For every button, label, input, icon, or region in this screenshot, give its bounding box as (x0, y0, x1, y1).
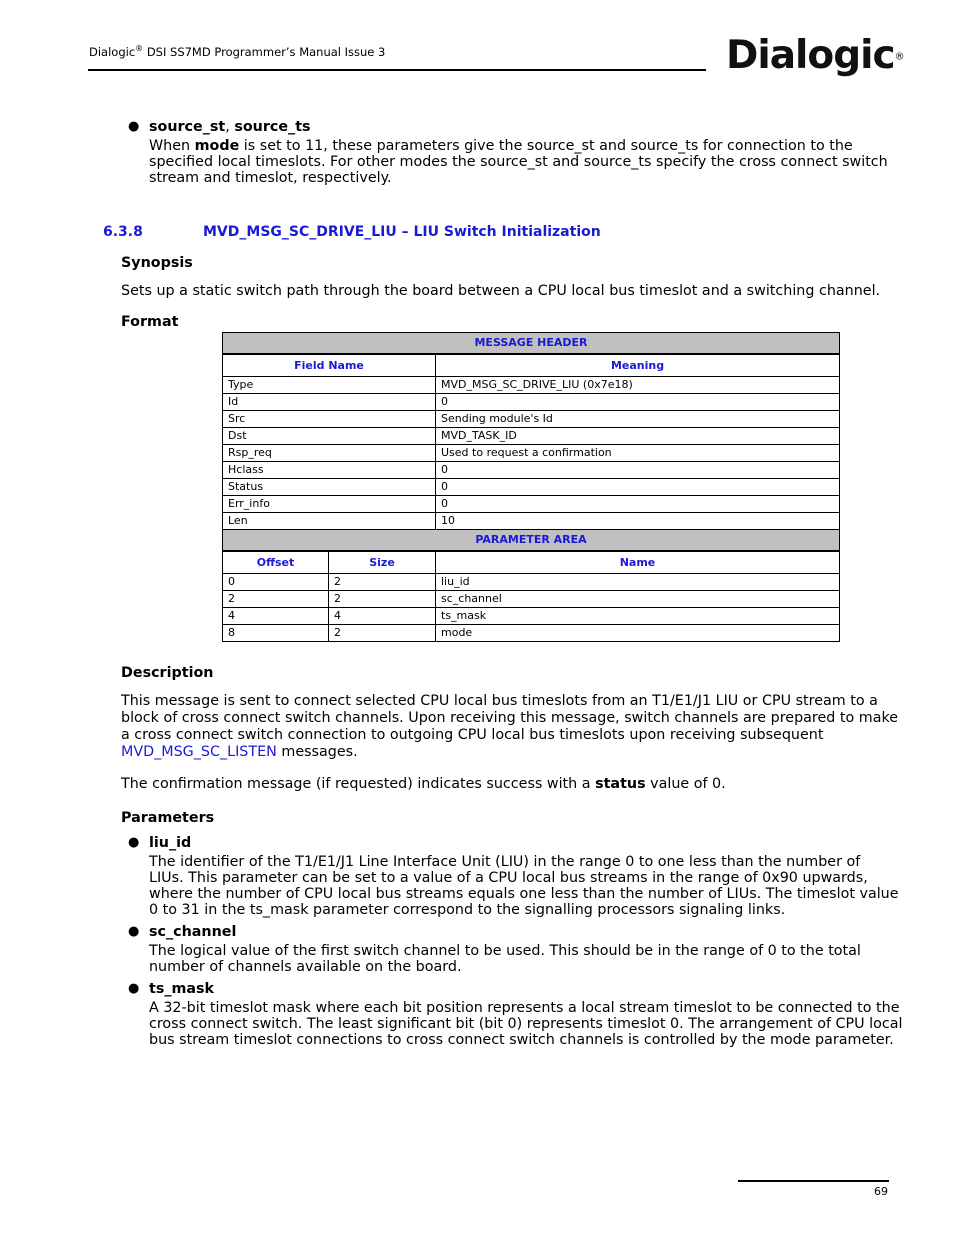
parameter-description-line: cross connect switch. The least significant bit (bit 0) represents timeslot 0. The arrangement of CPU local (149, 1016, 903, 1032)
param-name-cell: sc_channel (436, 591, 840, 608)
field-name-cell: Hclass (223, 462, 436, 479)
param-size-cell: 2 (329, 625, 436, 642)
header-rule (88, 69, 706, 71)
header-doc-title: DSI SS7MD Programmer’s Manual Issue 3 (146, 44, 386, 59)
intro-line-3: stream and timeslot, respectively. (149, 170, 392, 186)
param-offset-cell: 2 (223, 591, 329, 608)
page-number: 69 (874, 1185, 888, 1198)
message-format-table (222, 332, 840, 642)
field-name-cell: Dst (223, 428, 436, 445)
col-offset: Offset (223, 551, 329, 574)
bullet-icon: ● (128, 835, 140, 850)
param-offset-cell: 0 (223, 574, 329, 591)
bullet-icon: ● (128, 981, 140, 996)
field-name-cell: Err_info (223, 496, 436, 513)
parameter-description (149, 943, 861, 975)
desc-p2-post: value of 0. (645, 776, 726, 792)
footer-rule (738, 1180, 889, 1182)
col-name: Name (436, 551, 840, 574)
header-field-row (223, 411, 840, 428)
term-source-st: source_st (149, 119, 226, 135)
parameter-description-line: The identifier of the T1/E1/J1 Line Interface Unit (LIU) in the range 0 to one less than the number of (149, 854, 861, 870)
logo-reg-mark: ® (894, 51, 905, 63)
col-size: Size (329, 551, 436, 574)
parameter-description-line: A 32-bit timeslot mask where each bit position represents a local stream timeslot to be connected to the (149, 1000, 900, 1016)
dialogic-logo (726, 33, 905, 78)
field-meaning-cell: 0 (436, 496, 840, 513)
bullet-icon: ● (128, 119, 140, 134)
field-name-cell: Src (223, 411, 436, 428)
header-reg-mark: ® (135, 44, 144, 53)
term-separator: , (225, 119, 235, 135)
field-name-cell: Status (223, 479, 436, 496)
col-field-name: Field Name (223, 354, 436, 377)
logo-text: Dialogic (726, 33, 895, 78)
header-field-row (223, 377, 840, 394)
parameter-description-line: where the number of CPU local bus streams equals one less than the number of LIUs. The timeslot value (149, 886, 899, 902)
param-name-cell: ts_mask (436, 608, 840, 625)
header-field-row (223, 428, 840, 445)
param-offset-cell: 8 (223, 625, 329, 642)
param-columns-row (223, 551, 840, 574)
col-meaning: Meaning (436, 354, 840, 377)
field-meaning-cell: 0 (436, 479, 840, 496)
desc-p2-bold-status: status (595, 776, 646, 792)
header-field-row (223, 513, 840, 530)
intro-bullet-text (149, 138, 888, 186)
param-row (223, 574, 840, 591)
format-heading: Format (121, 314, 179, 330)
header-field-row (223, 445, 840, 462)
header-brand: Dialogic (89, 44, 136, 59)
header-field-row (223, 479, 840, 496)
parameter-description-line: 0 to 31 in the ts_mask parameter correspond to the signalling processors signaling links. (149, 902, 786, 918)
intro-line-2: specified local timeslots. For other modes the source_st and source_ts specify the cross connect switch (149, 154, 888, 170)
intro-bold-mode: mode (194, 138, 240, 154)
parameter-description (149, 1000, 902, 1048)
field-meaning-cell: 0 (436, 462, 840, 479)
term-source-ts: source_ts (234, 119, 311, 135)
field-meaning-cell: MVD_TASK_ID (436, 428, 840, 445)
parameter-term: liu_id (149, 835, 192, 851)
intro-bullet-term (149, 119, 311, 135)
desc-line-1: This message is sent to connect selected CPU local bus timeslots from an T1/E1/J1 LIU or CPU stream to a (121, 693, 878, 709)
header-columns-row (223, 354, 840, 377)
description-paragraph-2 (121, 776, 726, 792)
field-meaning-cell: Used to request a confirmation (436, 445, 840, 462)
synopsis-text: Sets up a static switch path through the board between a CPU local bus timeslot and a switching channel. (121, 283, 881, 299)
param-row (223, 625, 840, 642)
description-heading: Description (121, 665, 214, 681)
parameter-description-line: LIUs. This parameter can be set to a value of a CPU local bus streams in the range of 0x90 upwards, (149, 870, 868, 886)
parameters-heading: Parameters (121, 810, 215, 826)
desc-line-4-tail: messages. (276, 744, 358, 760)
parameter-term: sc_channel (149, 924, 237, 940)
parameter-description (149, 854, 899, 918)
bullet-icon: ● (128, 924, 140, 939)
intro-pre: When (149, 138, 195, 154)
desc-line-3: a cross connect switch connection to outgoing CPU local bus timeslots upon receiving subsequent (121, 727, 824, 743)
running-header (89, 44, 385, 59)
header-field-row (223, 462, 840, 479)
parameter-description-line: number of channels available on the board. (149, 959, 462, 975)
synopsis-heading: Synopsis (121, 255, 193, 271)
field-name-cell: Id (223, 394, 436, 411)
param-row (223, 608, 840, 625)
section-title: MVD_MSG_SC_DRIVE_LIU – LIU Switch Initialization (203, 224, 601, 240)
message-header-band (223, 333, 840, 355)
header-field-row (223, 394, 840, 411)
param-name-cell: mode (436, 625, 840, 642)
header-field-row (223, 496, 840, 513)
message-header-label: MESSAGE HEADER (223, 333, 840, 355)
param-size-cell: 2 (329, 591, 436, 608)
desc-p2-pre: The confirmation message (if requested) indicates success with a (121, 776, 596, 792)
field-name-cell: Len (223, 513, 436, 530)
field-meaning-cell: MVD_MSG_SC_DRIVE_LIU (0x7e18) (436, 377, 840, 394)
link-mvd-msg-sc-listen[interactable]: MVD_MSG_SC_LISTEN (121, 744, 277, 760)
parameter-term: ts_mask (149, 981, 215, 997)
parameter-area-label: PARAMETER AREA (223, 530, 840, 552)
description-paragraph-1 (121, 693, 898, 761)
param-name-cell: liu_id (436, 574, 840, 591)
section-number: 6.3.8 (103, 224, 143, 240)
field-name-cell: Rsp_req (223, 445, 436, 462)
param-offset-cell: 4 (223, 608, 329, 625)
field-meaning-cell: Sending module's Id (436, 411, 840, 428)
parameter-description-line: bus stream timeslot connections to cross connect switch channels is controlled by the mode parameter. (149, 1032, 894, 1048)
field-meaning-cell: 0 (436, 394, 840, 411)
param-row (223, 591, 840, 608)
field-name-cell: Type (223, 377, 436, 394)
intro-line-1-rest: is set to 11, these parameters give the source_st and source_ts for connection to the (239, 138, 853, 154)
desc-line-4 (121, 744, 898, 761)
param-size-cell: 2 (329, 574, 436, 591)
parameter-area-band (223, 530, 840, 552)
parameter-description-line: The logical value of the first switch channel to be used. This should be in the range of 0 to the total (149, 943, 861, 959)
desc-line-2: block of cross connect switch channels. Upon receiving this message, switch channels are prepared to make (121, 710, 899, 726)
field-meaning-cell: 10 (436, 513, 840, 530)
param-size-cell: 4 (329, 608, 436, 625)
intro-line-1 (149, 138, 888, 154)
